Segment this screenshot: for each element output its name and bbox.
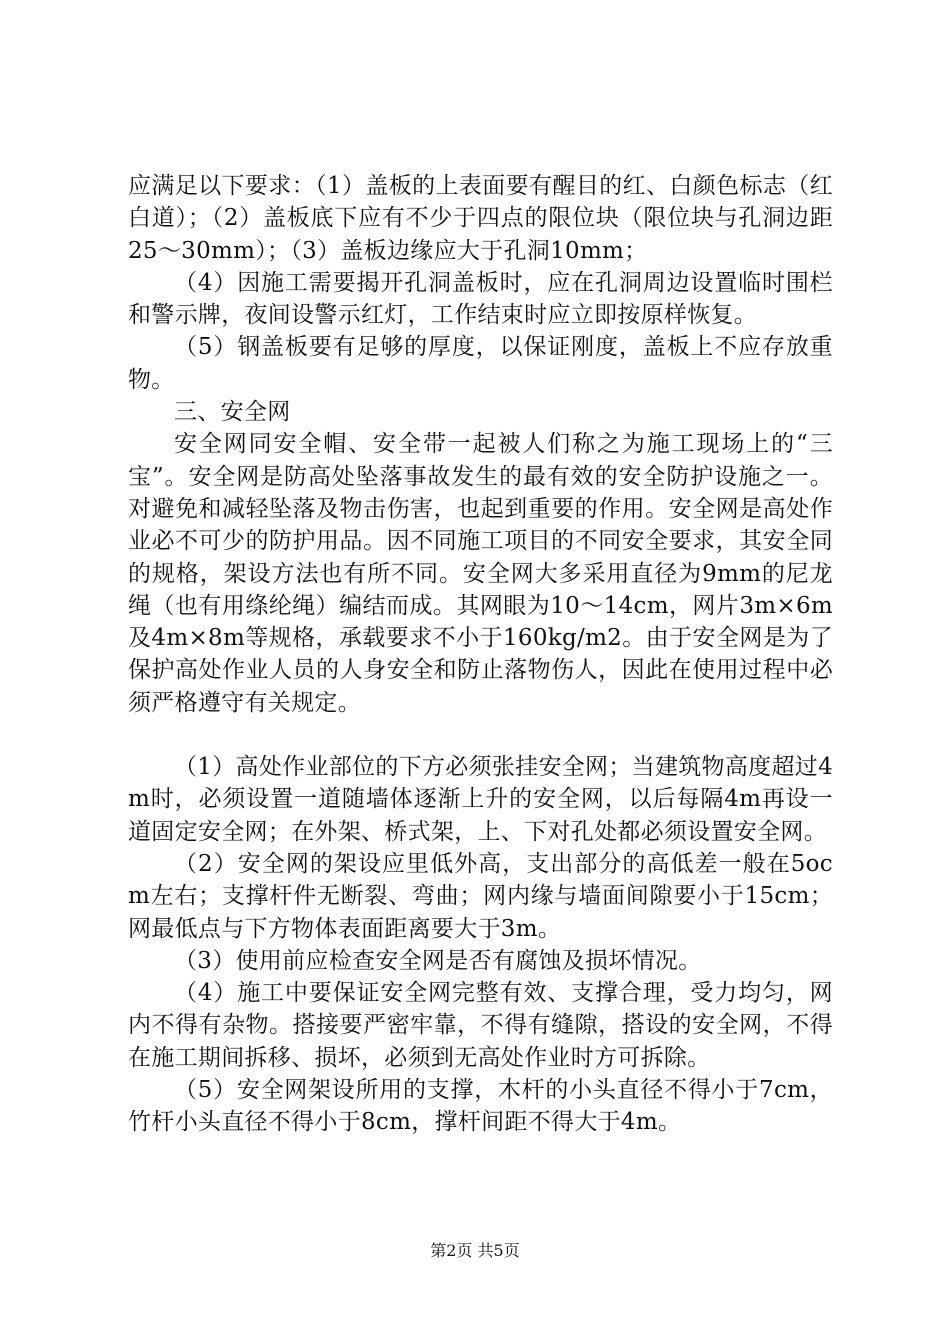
paragraph-net-rule-1: （1）高处作业部位的下方必须张挂安全网；当建筑物高度超过4m时，必须设置一道随墙体逐渐上升的安全网，以后每隔4m再设一道固定安全网；在外架、桥式架，上、下对孔处都必须设置安全网。 xyxy=(128,754,833,845)
paragraph-net-rule-4: （4）施工中要保证安全网完整有效、支撑合理，受力均匀，网内不得有杂物。搭接要严密牢靠，不得有缝隙，搭设的安全网，不得在施工期间拆移、损坏，必须到无高处作业时方可拆除。 xyxy=(128,980,833,1071)
paragraph-net-rule-5: （5）安全网架设所用的支撑，木杆的小头直径不得小于7cm，竹杆小头直径不得小于8cm，撑杆间距不得大于4m。 xyxy=(128,1077,833,1136)
paragraph-item-4: （4）因施工需要揭开孔洞盖板时，应在孔洞周边设置临时围栏和警示牌，夜间设警示红灯，工作结束时应立即按原样恢复。 xyxy=(128,269,833,329)
document-body xyxy=(128,170,833,1139)
section-heading-safety-net: 三、安全网 xyxy=(174,399,291,426)
paragraph-net-rule-3: （3）使用前应检查安全网是否有腐蚀及损坏情况。 xyxy=(174,947,702,974)
paragraph-spacer xyxy=(128,719,833,751)
page-footer xyxy=(0,1241,950,1261)
paragraph-net-rule-2: （2）安全网的架设应里低外高，支出部分的高低差一般在5ocm左右；支撑杆件无断裂、弯曲；网内缘与墙面间隙要小于15cm；网最低点与下方物体表面距离要大于3m。 xyxy=(128,850,833,942)
paragraph-safety-net-intro: 安全网同安全帽、安全带一起被人们称之为施工现场上的“三宝”。安全网是防高处坠落事故发生的最有效的安全防护设施之一。对避免和减轻坠落及物击伤害，也起到重要的作用。安全网是高处作业必不可少的防护用品。因不同施工项目的不同安全要求，其安全同的规格，架设方法也有所不同。安全网大多采用直径为9mm的尼龙绳（也有用绦纶绳）编结而成。其网眼为10～14cm，网片3m×6m及4m×8m等规格，承载要求不小于160kg/m2。由于安全网是为了保护高处作业人员的人身安全和防止落物伤人，因此在使用过程中必须严格遵守有关规定。 xyxy=(128,431,833,716)
paragraph-cover-requirements: 应满足以下要求：（1）盖板的上表面要有醒目的红、白颜色标志（红白道）；（2）盖板底下应有不少于四点的限位块（限位块与孔洞边距25～30mm）；（3）盖板边缘应大于孔洞10mm； xyxy=(128,173,833,264)
paragraph-item-5: （5）钢盖板要有足够的厚度，以保证刚度，盖板上不应存放重物。 xyxy=(128,334,833,393)
page-number-label: 第2页 共5页 xyxy=(430,1241,520,1260)
